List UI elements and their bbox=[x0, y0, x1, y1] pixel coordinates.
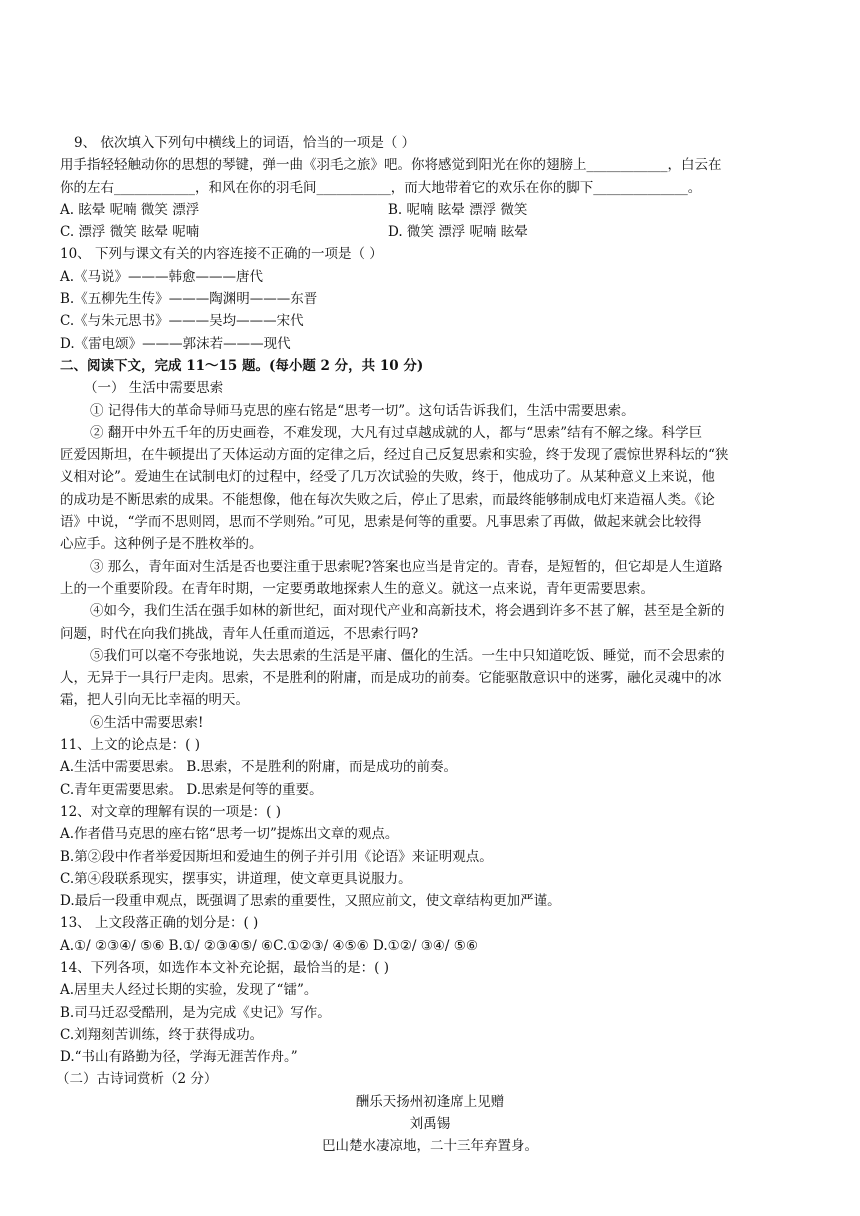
paragraph-line: 问题，时代在向我们挑战，青年人任重而道远，不思索行吗? bbox=[60, 625, 419, 642]
option-d: D. 微笑 漂浮 呢喃 眩晕 bbox=[388, 224, 528, 241]
paragraph-line: 上的一个重要阶段。在青年时期，一定要勇敢地探索人生的意义。就这一点来说，青年更需要思索。 bbox=[60, 580, 654, 597]
question-9 bbox=[60, 132, 820, 243]
question-stem: 13、 上文段落正确的划分是：( ) bbox=[60, 915, 259, 932]
paragraph-line: 语》中说，“学而不思则罔，思而不学则殆。”可见，思索是何等的重要。凡事思索了再做，做起来就会比较得 bbox=[60, 514, 702, 531]
reading-section bbox=[60, 355, 820, 734]
paragraph-line: 心应手。这种例子是不胜枚举的。 bbox=[60, 536, 263, 553]
option-b: B.《五柳先生传》———陶渊明———东晋 bbox=[60, 291, 318, 308]
question-11 bbox=[60, 734, 820, 801]
paragraph-line: 人，无异于一具行尸走肉。思索，不是胜利的附庸，而是成功的前奏。它能驱散意识中的迷雾，融化灵魂中的冰 bbox=[60, 670, 722, 687]
option-a: A. 眩晕 呢喃 微笑 漂浮 bbox=[60, 201, 200, 218]
option-c: C.第④段联系现实，摆事实，讲道理，使文章更具说服力。 bbox=[60, 870, 412, 887]
paragraph-line: 义相对论”。爱迪生在试制电灯的过程中，经受了几万次试验的失败，终于，他成功了。从某种意义上来说，他 bbox=[60, 469, 715, 486]
option-c: C.刘翔刻苦训练，终于获得成功。 bbox=[60, 1026, 264, 1043]
paragraph-6: ⑥生活中需要思索! bbox=[90, 714, 204, 731]
question-stem: 12、对文章的理解有误的一项是：( ) bbox=[60, 803, 282, 820]
paragraph-5 bbox=[60, 645, 820, 712]
section-heading: 二、阅读下文，完成 11～15 题。(每小题 2 分，共 10 分) bbox=[60, 357, 424, 374]
paragraph-1: ① 记得伟大的革命导师马克思的座右铭是“思考一切”。这句话告诉我们，生活中需要思索。 bbox=[90, 402, 635, 419]
option-row bbox=[60, 199, 820, 221]
option-a: A.作者借马克思的座右铭“思考一切”提炼出文章的观点。 bbox=[60, 826, 399, 843]
paragraph-3 bbox=[60, 556, 820, 601]
question-14 bbox=[60, 957, 820, 1068]
passage-title: （一） 生活中需要思索 bbox=[84, 380, 224, 397]
section-title: （二）古诗词赏析（2 分） bbox=[56, 1071, 218, 1088]
passage-line: 用手指轻轻触动你的思想的琴键，弹一曲《羽毛之旅》吧。你将感觉到阳光在你的翅膀上____________，白云在 bbox=[60, 157, 722, 174]
question-stem: 10、 下列与课文有关的内容连接不正确的一项是（ ） bbox=[60, 246, 383, 263]
option-b: B. 呢喃 眩晕 漂浮 微笑 bbox=[388, 201, 528, 218]
poem-line: 巴山楚水凄凉地，二十三年弃置身。 bbox=[322, 1138, 538, 1155]
option-d: D.最后一段重申观点，既强调了思索的重要性，又照应前文，使文章结构更加严谨。 bbox=[60, 893, 561, 910]
option-b: B.司马迁忍受酷刑，是为完成《史记》写作。 bbox=[60, 1004, 331, 1021]
paragraph-line: 的成功是不断思索的成果。不能想像，他在每次失败之后，停止了思索，而最终能够制成电灯来造福人类。《论 bbox=[60, 491, 715, 508]
paragraph-line: ⑤我们可以毫不夸张地说，失去思索的生活是平庸、僵化的生活。一生中只知道吃饭、睡觉，而不会思索的 bbox=[90, 647, 725, 664]
question-stem: 11、上文的论点是：( ) bbox=[60, 737, 201, 754]
paragraph-2 bbox=[60, 422, 820, 556]
poem-title: 酬乐天扬州初逢席上见赠 bbox=[355, 1093, 505, 1110]
question-13 bbox=[60, 912, 820, 957]
poetry-section bbox=[56, 1068, 820, 1157]
paragraph-line: ④如今，我们生活在强手如林的新世纪，面对现代产业和高新技术，将会遇到许多不甚了解，甚至是全新的 bbox=[90, 603, 725, 620]
option-d: D.《雷电颂》———郭沫若———现代 bbox=[60, 335, 291, 352]
paragraph-line: ③ 那么，青年面对生活是否也要注重于思索呢?答案也应当是肯定的。青春，是短暂的，但它却是人生道路 bbox=[90, 558, 723, 575]
option-a: A.居里夫人经过长期的实验，发现了“镭”。 bbox=[60, 982, 318, 999]
paragraph-line: 匠爱因斯坦，在牛顿提出了天体运动方面的定律之后，经过自己反复思索和实验，终于发现了震惊世界科坛的“狭 bbox=[60, 447, 729, 464]
question-stem: 9、 依次填入下列句中横线上的词语，恰当的一项是（ ） bbox=[74, 135, 416, 151]
paragraph-line: 霜，把人引向无比幸福的明天。 bbox=[60, 692, 249, 709]
option-row bbox=[60, 221, 820, 243]
options-ab: A.生活中需要思索。 B.思索，不是胜利的附庸，而是成功的前奏。 bbox=[60, 759, 458, 776]
poem-author: 刘禹锡 bbox=[409, 1116, 451, 1133]
option-a: A.《马说》———韩愈———唐代 bbox=[60, 268, 264, 285]
question-10 bbox=[60, 243, 820, 354]
passage-line: 你的左右____________，和风在你的羽毛间___________，而大地带着它的欢乐在你的脚下______________。 bbox=[60, 179, 702, 196]
option-c: C. 漂浮 微笑 眩晕 呢喃 bbox=[60, 224, 200, 241]
paragraph-line: ② 翻开中外五千年的历史画卷，不难发现，大凡有过卓越成就的人，都与“思索”结有不解之缘。科学巨 bbox=[90, 424, 703, 441]
options-cd: C.青年更需要思索。 D.思索是何等的重要。 bbox=[60, 781, 323, 798]
option-c: C.《与朱元思书》———吴均———宋代 bbox=[60, 313, 304, 330]
option-b: B.第②段中作者举爱因斯坦和爱迪生的例子并引用《论语》来证明观点。 bbox=[60, 848, 493, 865]
question-stem: 14、下列各项，如选作本文补充论据，最恰当的是：( ) bbox=[60, 959, 390, 976]
paragraph-4 bbox=[60, 600, 820, 645]
options: A.①/ ②③④/ ⑤⑥ B.①/ ②③④⑤/ ⑥C.①②③/ ④⑤⑥ D.①②/ ③④/ ⑤⑥ bbox=[60, 937, 478, 954]
question-12 bbox=[60, 801, 820, 912]
option-d: D.“书山有路勤为径，学海无涯苦作舟。” bbox=[60, 1049, 298, 1066]
